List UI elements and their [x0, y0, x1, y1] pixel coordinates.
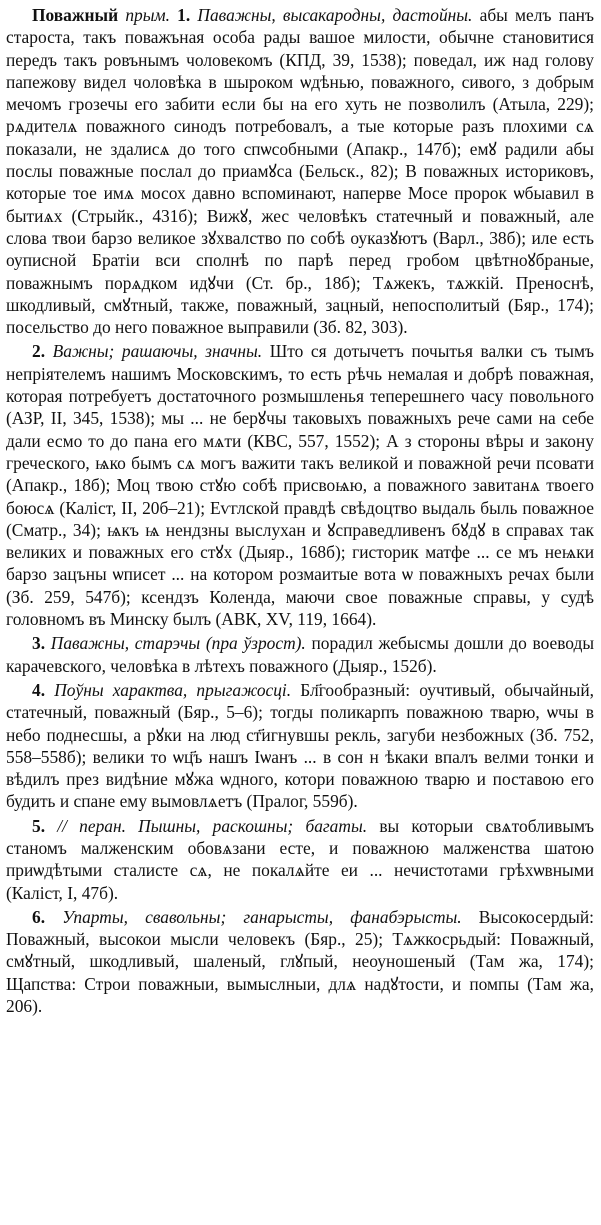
- sense-citations: Бл҃гообразный: оучтивый, обычайный, статечный, поважный (Бяр., 5–6); тогды поликарпъ поважною тварю, ѡчы в небо поднесшы, а рꙋки на люд ст҃игнувшы рекль, загуби незбожных (Зб. 752, 558–558б); велики то ѡц҃ъ нашъ Iѡанъ ... в сон н ѣкаки впалъ велми тонки и вѣдилъ през видѣние мꙋжа ѡдного, котори поважною тварю и поставою его будить и спане ему вымовлѧетъ (Пралог, 559б).: [6, 679, 594, 812]
- sense-gloss: Важны; рашаючы, значны.: [52, 341, 263, 362]
- sense-gloss: Упарты, свавольны; ганарысты, фанабэрысты.: [62, 906, 462, 927]
- sense-citations: Што ся дотычетъ почытья валки съ тымъ непрiятелемъ нашимъ Московскимъ, то есть рѣчь немалая и добрѣ поважная, которая потребуетъ достаточного розмышленья теперешнего часу повольного (АЗР, II, 345, 1538); мы ... не берꙋчы таковыхъ поважныхъ рече сами на себе дали есмо то до пана его мѧти (КВС, 557, 1552); А з стороны вѣры и закону греческого, ѩко бымъ сѧ могъ важити такъ великой и поважной речи псовати (Апакр., 18б); Моц твою стꙋю собѣ присвоѩю, а поважного завитанѧ твоего боюсѧ (Каліст, II, 20б–21); Еѵглской правдѣ свѣдоцтво выдаль быль поважное (Сматр., 34); ѩкъ ѩ нендзны выслухан и ꙋсправедливенъ бꙋдꙋ в справах так великих и поважных его стꙋх (Дыяр., 168б); гисторик матфе ... се мъ неѩки барзо зацъны ѡписет ... на котором розмаитые вота ѡ поважныхъ речах были (Зб. 259, 547б); ксендзъ Коленда, маючи свое поважные справы, у судѣ головномъ въ Минску былъ (АВК, XV, 119, 1664).: [6, 341, 594, 630]
- entry-sense-5: [6, 815, 594, 904]
- part-of-speech: прым.: [125, 5, 170, 25]
- sense-number: 3.: [32, 633, 46, 654]
- entry-sense-3: [6, 632, 594, 677]
- sense-citations: абы мелъ панъ староста, такъ поважъная особа рады вашое милости, обычне становитися передъ такъ ровънымъ чоловекомъ (КПД, 39, 1538); поведал, иж над голову папежову видел чоловѣка в шыроком ѡдѣнью, поважного, сивого, з добрым мечомъ грозечы его забити если бы на его хуть не позволилъ (Атыла, 229); рѧдителѧ поважного синодъ потребовалъ, а тые которые разъ плохими сѧ показали, не здалисѧ до того спѡсобными (Апакр., 147б); емꙋ радили абы послы поважные послал до приамꙋса (Бельск., 82); В поважных историковъ, которые тое имѧ мосох давно вспоминают, наперве Мосе пророк ѡбыавил в бытиѧх (Стрыйк., 431б); Вижꙋ, жес человѣкъ статечный и поважный, але слова твои барзо великое зꙋхвалство по собѣ оуказꙋютъ (Варл., 38б); иле есть оуписной Братiи вси сполнѣ по парѣ перед гробом цвѣтноꙋбраные, поважнымъ порѧдком идꙋчи (Ст. бр., 18б); Тѧжекъ, тѧжкiй. Преноснѣ, шкодливый, смꙋтный, также, поважный, зацный, непосполитый (Бяр., 174); посельство до него поважное выправили (Зб. 82, 303).: [6, 5, 594, 338]
- sense-number: 4.: [32, 679, 46, 700]
- entry-sense-2: [6, 340, 594, 630]
- sense-gloss: Паважны, старэчы (пра ўзрост).: [50, 633, 306, 654]
- sense-gloss: Паважны, высакародны, дастойны.: [197, 5, 473, 25]
- entry-sense-6: [6, 906, 594, 1017]
- sense-number: 2.: [32, 341, 46, 362]
- sense-gloss: // перан. Пышны, раскошны; багаты.: [57, 815, 368, 836]
- sense-number: 5.: [32, 815, 46, 836]
- sense-citations: Высокосердый: Поважный, высокои мысли человекъ (Бяр., 25); Тѧжкосрьдый: Поважный, смꙋтный, шкодливый, шаленый, глꙋпый, неоуношеный (Там жа, 174); Щапства: Строи поважныи, вымыслныи, длѧ надꙋтости, и помпы (Там жа, 206).: [6, 906, 594, 1017]
- sense-number: 6.: [32, 906, 46, 927]
- sense-gloss: Поўны характва, прыгажосці.: [54, 679, 292, 700]
- entry-sense-4: [6, 679, 594, 813]
- sense-number: 1.: [177, 5, 191, 25]
- sense-citations: порадил жебысмы дошли до воеводы карачевского, человѣка в лѣтехъ поважного (Дыяр., 152б).: [6, 633, 594, 676]
- headword: Поважный: [32, 5, 119, 25]
- sense-citations: вы которыи свѧтобливымъ станомъ малженским обовѧзани есте, и поважною малженства шатою приѡдѣтыми сталисте сѧ, не покалѧйте еи ... нечистотами грѣхѡвными (Каліст, I, 47б).: [6, 815, 594, 903]
- entry-sense-1: [6, 4, 594, 338]
- dictionary-page: [6, 4, 594, 1221]
